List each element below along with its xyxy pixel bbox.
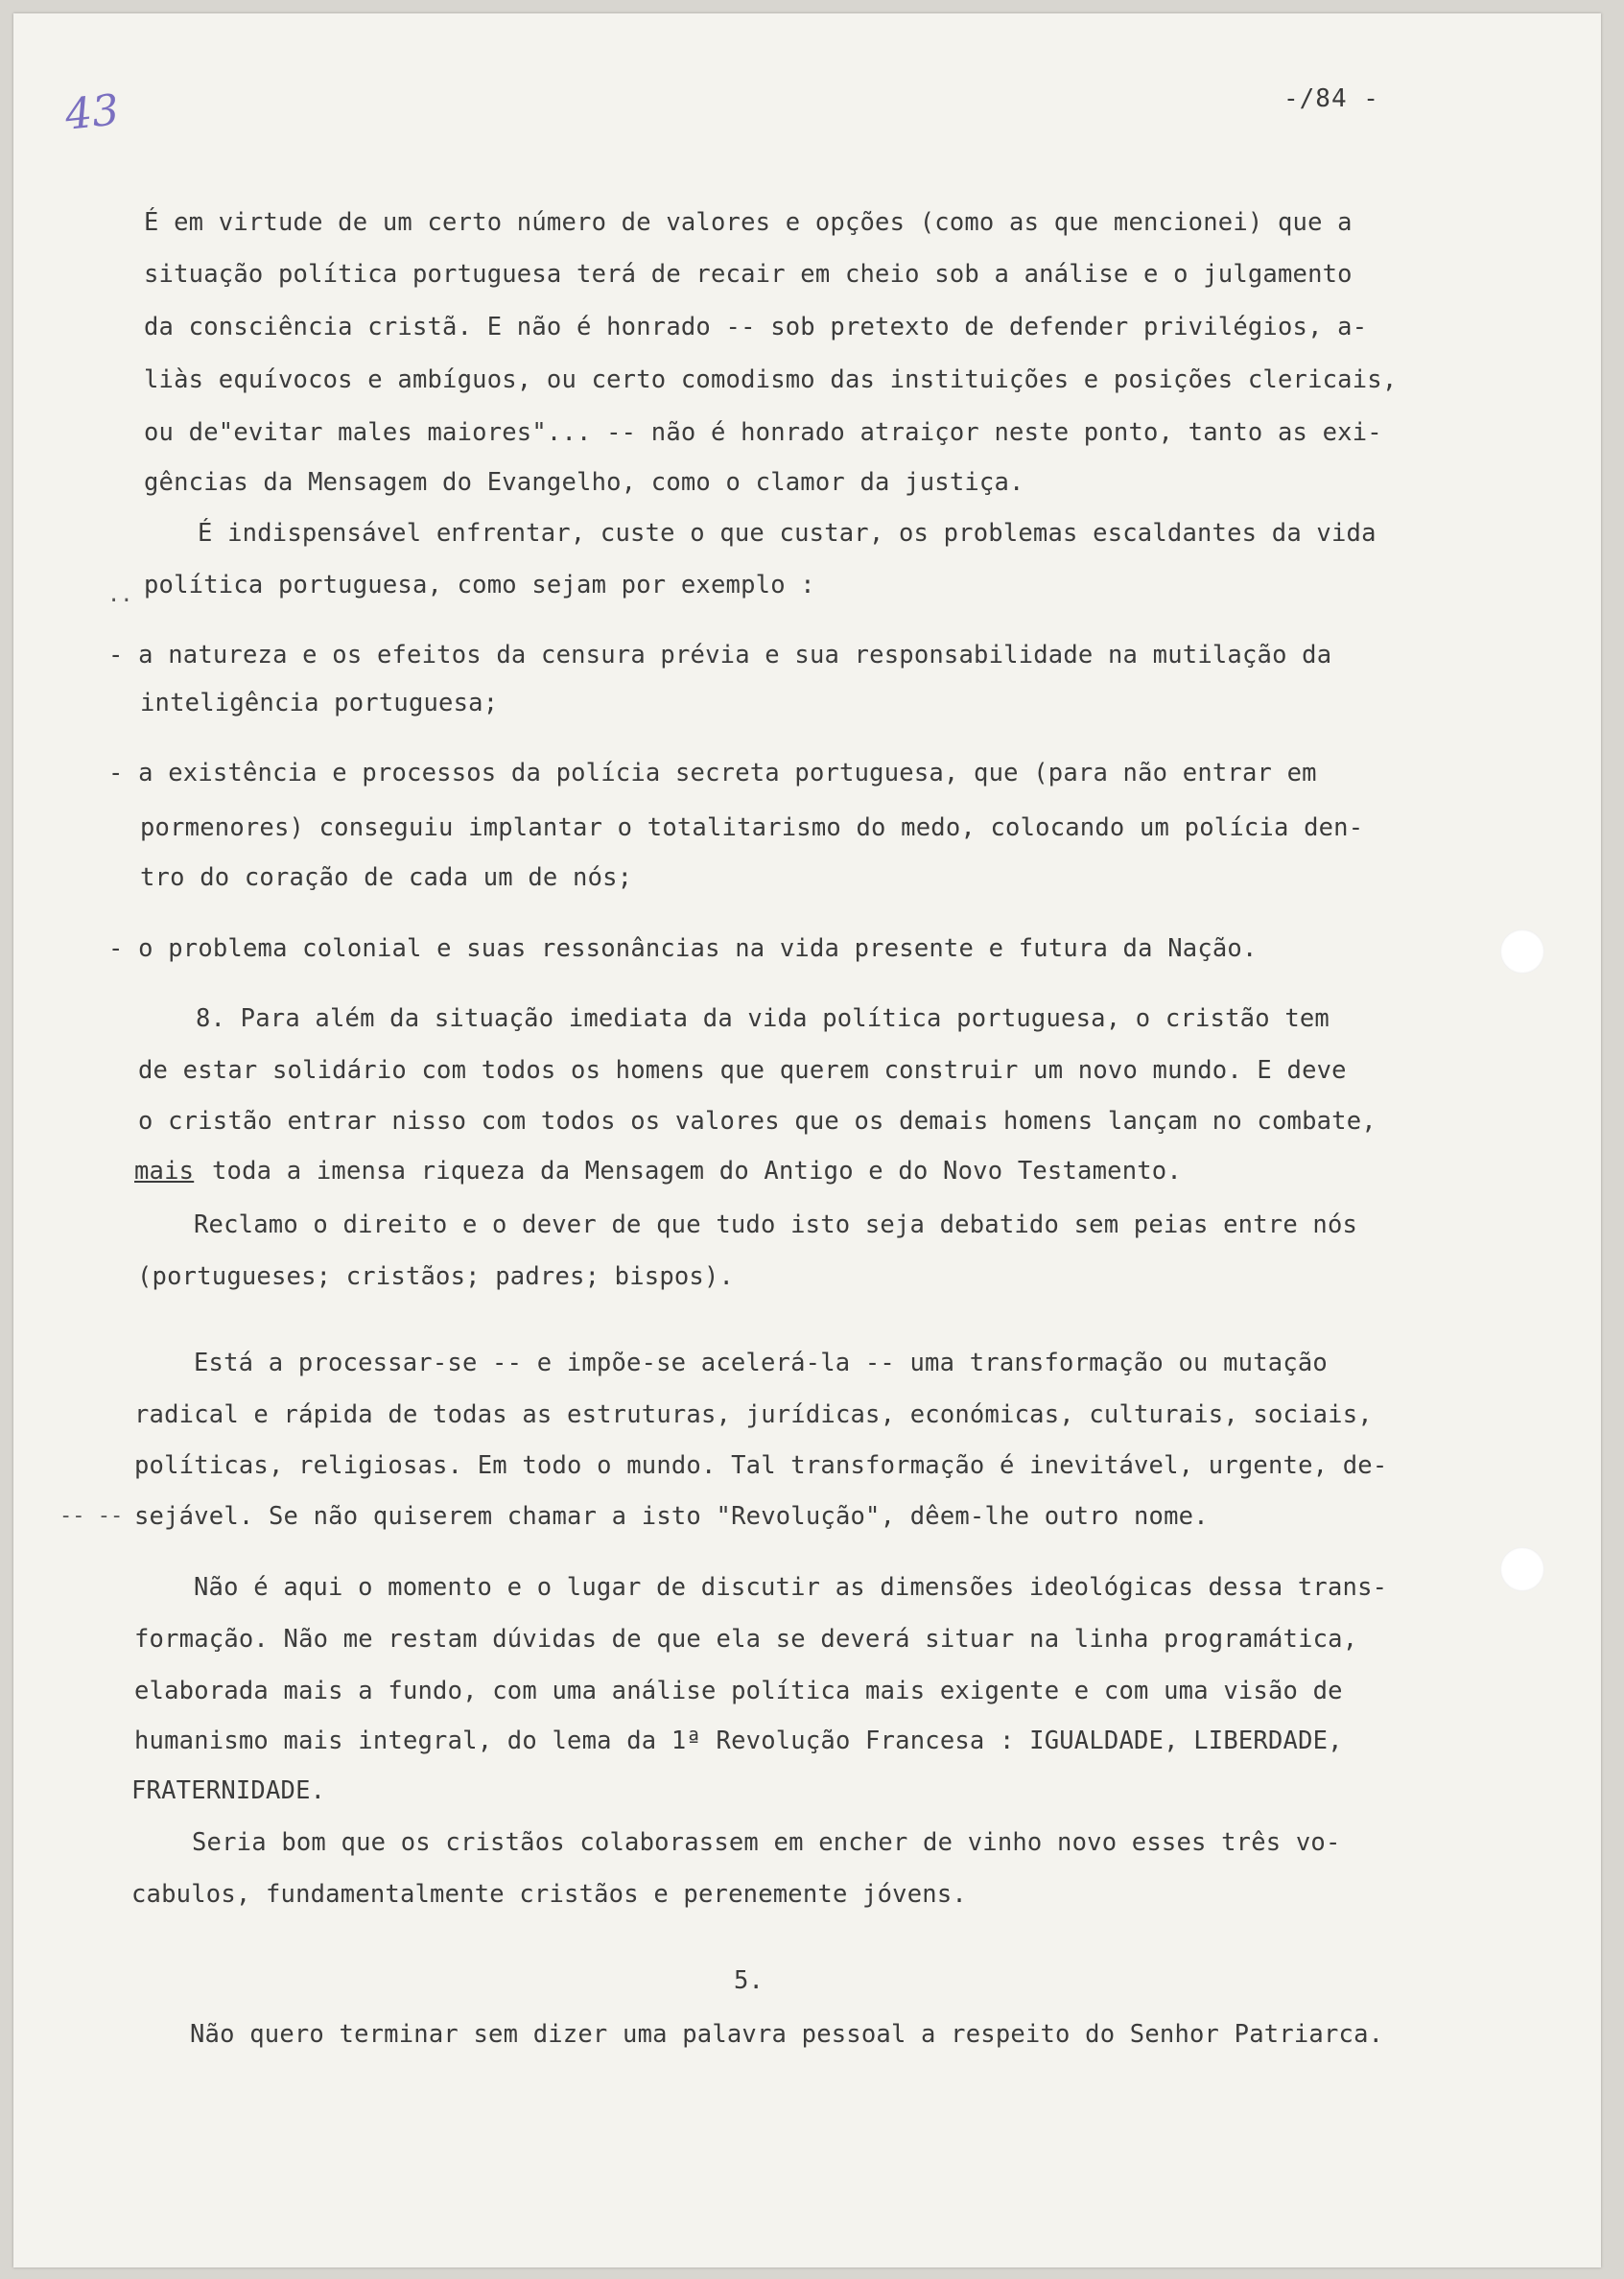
text-line: radical e rápida de todas as estruturas, jurídicas, económicas, culturais, sociais,	[134, 1400, 1373, 1429]
text-line: o cristão entrar nisso com todos os valores que os demais homens lançam no combate,	[138, 1107, 1377, 1136]
text-line: sejável. Se não quiserem chamar a isto "Revolução", dêem-lhe outro nome.	[134, 1502, 1209, 1531]
text-line: pormenores) conseguiu implantar o totalitarismo do medo, colocando um polícia den-	[140, 813, 1364, 842]
text-line: cabulos, fundamentalmente cristãos e perenemente jóvens.	[131, 1880, 967, 1909]
underlined-word: mais	[134, 1157, 195, 1186]
text-line: de estar solidário com todos os homens que querem construir um novo mundo. E deve	[138, 1056, 1347, 1085]
page-number: -/84 -	[1283, 84, 1379, 113]
document-page	[13, 13, 1601, 2267]
punch-hole-lower	[1500, 1547, 1544, 1591]
text-line: Não é aqui o momento e o lugar de discutir as dimensões ideológicas dessa trans-	[194, 1573, 1388, 1602]
list-item: - a existência e processos da polícia secreta portuguesa, que (para não entrar em	[108, 759, 1317, 787]
text-line: É indispensável enfrentar, custe o que custar, os problemas escaldantes da vida	[198, 519, 1377, 548]
text-line: formação. Não me restam dúvidas de que ela se deverá situar na linha programática,	[134, 1625, 1358, 1654]
text-line: (portugueses; cristãos; padres; bispos).	[137, 1262, 735, 1291]
text-line: gências da Mensagem do Evangelho, como o clamor da justiça.	[144, 468, 1024, 497]
text-line: inteligência portuguesa;	[140, 689, 499, 717]
margin-dots: ..	[107, 583, 133, 607]
section-number: 5.	[734, 1966, 765, 1995]
text-line: FRATERNIDADE.	[131, 1776, 326, 1805]
text-line: toda a imensa riqueza da Mensagem do Antigo e do Novo Testamento.	[212, 1157, 1182, 1186]
text-line: política portuguesa, como sejam por exemplo :	[144, 571, 815, 599]
text-line: tro do coração de cada um de nós;	[140, 863, 633, 892]
text-line: Reclamo o direito e o dever de que tudo isto seja debatido sem peias entre nós	[194, 1210, 1358, 1239]
text-line: situação política portuguesa terá de recair em cheio sob a análise e o julgamento	[144, 260, 1353, 289]
text-line: Está a processar-se -- e impõe-se acelerá-la -- uma transformação ou mutação	[194, 1349, 1328, 1377]
handwritten-folio-number: 43	[62, 85, 122, 140]
list-item: - o problema colonial e suas ressonâncias na vida presente e futura da Nação.	[108, 934, 1258, 963]
text-line: Não quero terminar sem dizer uma palavra pessoal a respeito do Senhor Patriarca.	[190, 2020, 1384, 2049]
punch-hole-upper	[1500, 929, 1544, 974]
text-line: ou de"evitar males maiores"... -- não é honrado atraiçor neste ponto, tanto as exi-	[144, 418, 1382, 447]
text-line: políticas, religiosas. Em todo o mundo. Tal transformação é inevitável, urgente, de-	[134, 1451, 1388, 1480]
text-line: 8. Para além da situação imediata da vida política portuguesa, o cristão tem	[196, 1004, 1330, 1033]
text-line: humanismo mais integral, do lema da 1ª Revolução Francesa : IGUALDADE, LIBERDADE,	[134, 1727, 1343, 1755]
margin-dashes: -- --	[59, 1504, 124, 1528]
list-item: - a natureza e os efeitos da censura prévia e sua responsabilidade na mutilação da	[108, 641, 1332, 670]
text-line: liàs equívocos e ambíguos, ou certo comodismo das instituições e posições clericais,	[144, 365, 1398, 394]
text-line: elaborada mais a fundo, com uma análise política mais exigente e com uma visão de	[134, 1677, 1343, 1705]
text-line: da consciência cristã. E não é honrado -- sob pretexto de defender privilégios, a-	[144, 313, 1368, 341]
text-line: Seria bom que os cristãos colaborassem em encher de vinho novo esses três vo-	[192, 1828, 1341, 1857]
text-line: É em virtude de um certo número de valores e opções (como as que mencionei) que a	[144, 208, 1353, 237]
